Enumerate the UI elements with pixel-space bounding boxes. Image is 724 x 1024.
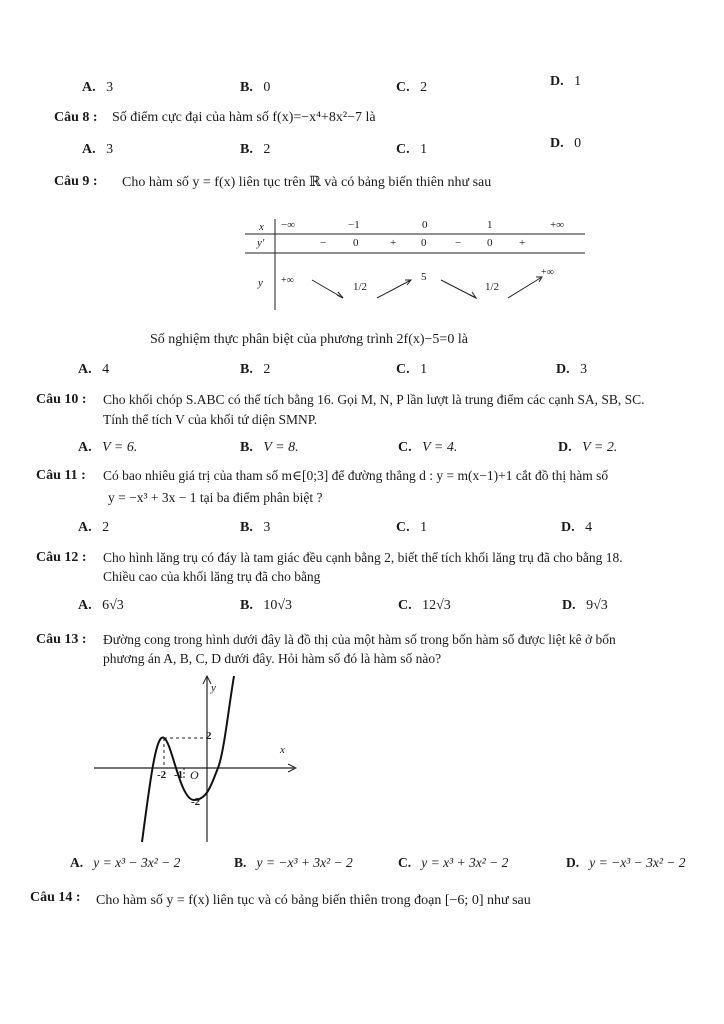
q11-option-c: C. 1 — [396, 520, 428, 535]
arrow-up-2 — [508, 277, 542, 298]
y-value-4: +∞ — [541, 267, 554, 278]
q10-option-d: D. V = 2. — [558, 440, 618, 455]
q10-text-line2: Tính thể tích V của khối tứ diện SMNP. — [103, 412, 318, 427]
q11-option-d: D. 4 — [561, 520, 593, 535]
q12-number: Câu 12 : — [36, 550, 87, 565]
y-value-1: 1/2 — [353, 281, 368, 293]
q7-option-a: A. 3 — [82, 80, 114, 95]
q12-option-a: A. 6√3 — [78, 598, 124, 613]
q10-option-a: A. V = 6. — [78, 440, 138, 455]
q13-option-b: B. y = −x³ + 3x² − 2 — [234, 855, 353, 870]
arrow-up-1 — [377, 280, 411, 298]
q13-option-d: D. y = −x³ − 3x² − 2 — [566, 855, 686, 870]
q13-option-a: A. y = x³ − 3x² − 2 — [70, 855, 181, 870]
yprime-sign-2: + — [390, 237, 397, 249]
y-value-3: 1/2 — [485, 281, 500, 293]
q13-options — [70, 855, 710, 875]
yprime-sign-0: − — [320, 237, 327, 249]
q9-option-a: A. 4 — [78, 362, 110, 377]
x-value-3: 1 — [487, 219, 493, 231]
q8-option-b: B. 2 — [240, 142, 271, 157]
q12-text-line2: Chiều cao của khối lăng trụ đã cho bằng — [103, 569, 321, 584]
yprime-sign-4: − — [455, 237, 462, 249]
q12-option-c: C. 12√3 — [398, 598, 451, 613]
x-value-0: −∞ — [281, 219, 296, 231]
yprime-zero-5: 0 — [487, 237, 493, 249]
variation-table-svg — [245, 215, 590, 315]
q9-option-d: D. 3 — [556, 362, 588, 377]
q11-options — [78, 520, 698, 540]
graph-x-label: x — [280, 744, 285, 756]
q8-options — [82, 136, 682, 162]
q10-option-b: B. V = 8. — [240, 440, 299, 455]
q13-number: Câu 13 : — [36, 632, 87, 647]
q8-option-c: C. 1 — [396, 142, 428, 157]
q7-option-c: C. 2 — [396, 80, 428, 95]
q7-option-d: D. 1 — [550, 74, 582, 89]
graph-label-neg1: -1 — [174, 769, 184, 781]
q14-number: Câu 14 : — [30, 890, 81, 905]
function-graph-svg — [94, 672, 304, 844]
q11-text-line1: Có bao nhiêu giá trị của tham số m∈[0;3] để đường thẳng d : y = m(x−1)+1 cắt đồ thị hàm số — [103, 468, 609, 483]
q13-text-line2: phương án A, B, C, D dưới đây. Hỏi hàm số đó là hàm số nào? — [103, 651, 442, 666]
q8-option-d: D. 0 — [550, 136, 582, 151]
x-label: x — [259, 221, 264, 233]
graph-label-2: 2 — [206, 730, 212, 742]
q11-text-line2: y = −x³ + 3x − 1 tại ba điểm phân biệt ? — [108, 490, 323, 505]
q12-option-b: B. 10√3 — [240, 598, 293, 613]
q8-option-a: A. 3 — [82, 142, 114, 157]
graph-label-neg2-x: -2 — [157, 769, 167, 781]
yprime-sign-6: + — [519, 237, 526, 249]
y-label: y — [258, 277, 263, 289]
q10-option-c: C. V = 4. — [398, 440, 458, 455]
x-value-2: 0 — [422, 219, 428, 231]
variation-table — [245, 215, 590, 315]
q7-options — [82, 74, 682, 100]
q9-options — [78, 362, 678, 382]
q10-options — [78, 440, 698, 460]
q9-text: Cho hàm số y = f(x) liên tục trên ℝ và có bảng biến thiên như sau — [122, 175, 492, 190]
yprime-zero-1: 0 — [353, 237, 359, 249]
yprime-label: y′ — [257, 237, 265, 249]
q10-text-line1: Cho khối chóp S.ABC có thể tích bằng 16. Gọi M, N, P lần lượt là trung điểm các cạnh SA, SB, SC. — [103, 392, 645, 407]
q12-text-line1: Cho hình lăng trụ có đáy là tam giác đều cạnh bằng 2, biết thể tích khối lăng trụ đã cho bằng 18. — [103, 550, 623, 565]
q7-option-b: B. 0 — [240, 80, 271, 95]
q9-option-b: B. 2 — [240, 362, 271, 377]
q9-option-c: C. 1 — [396, 362, 428, 377]
q11-number: Câu 11 : — [36, 468, 86, 483]
q11-option-b: B. 3 — [240, 520, 271, 535]
curve — [142, 676, 234, 842]
graph-y-label: y — [211, 682, 216, 694]
y-value-0: +∞ — [281, 275, 294, 286]
q9-subtext: Số nghiệm thực phân biệt của phương trình 2f(x)−5=0 là — [150, 332, 468, 347]
q8-text: Số điểm cực đại của hàm số f(x)=−x⁴+8x²−7 là — [112, 110, 376, 125]
y-value-2: 5 — [421, 271, 427, 283]
q14-text: Cho hàm số y = f(x) liên tục và có bảng biến thiên trong đoạn [−6; 0] như sau — [96, 893, 531, 908]
q13-option-c: C. y = x³ + 3x² − 2 — [398, 855, 509, 870]
x-value-1: −1 — [348, 219, 360, 231]
yprime-zero-3: 0 — [421, 237, 427, 249]
q9-number: Câu 9 : — [54, 174, 98, 189]
q10-number: Câu 10 : — [36, 392, 87, 407]
q13-text-line1: Đường cong trong hình dưới đây là đồ thị của một hàm số trong bốn hàm số được liệt kê ở bốn — [103, 632, 616, 647]
function-graph — [94, 672, 304, 844]
q11-option-a: A. 2 — [78, 520, 110, 535]
q12-option-d: D. 9√3 — [562, 598, 608, 613]
x-value-4: +∞ — [550, 219, 565, 231]
q12-options — [78, 598, 698, 618]
q8-number: Câu 8 : — [54, 110, 98, 125]
graph-label-neg2-y: -2 — [191, 796, 201, 808]
graph-origin: O — [190, 768, 199, 782]
